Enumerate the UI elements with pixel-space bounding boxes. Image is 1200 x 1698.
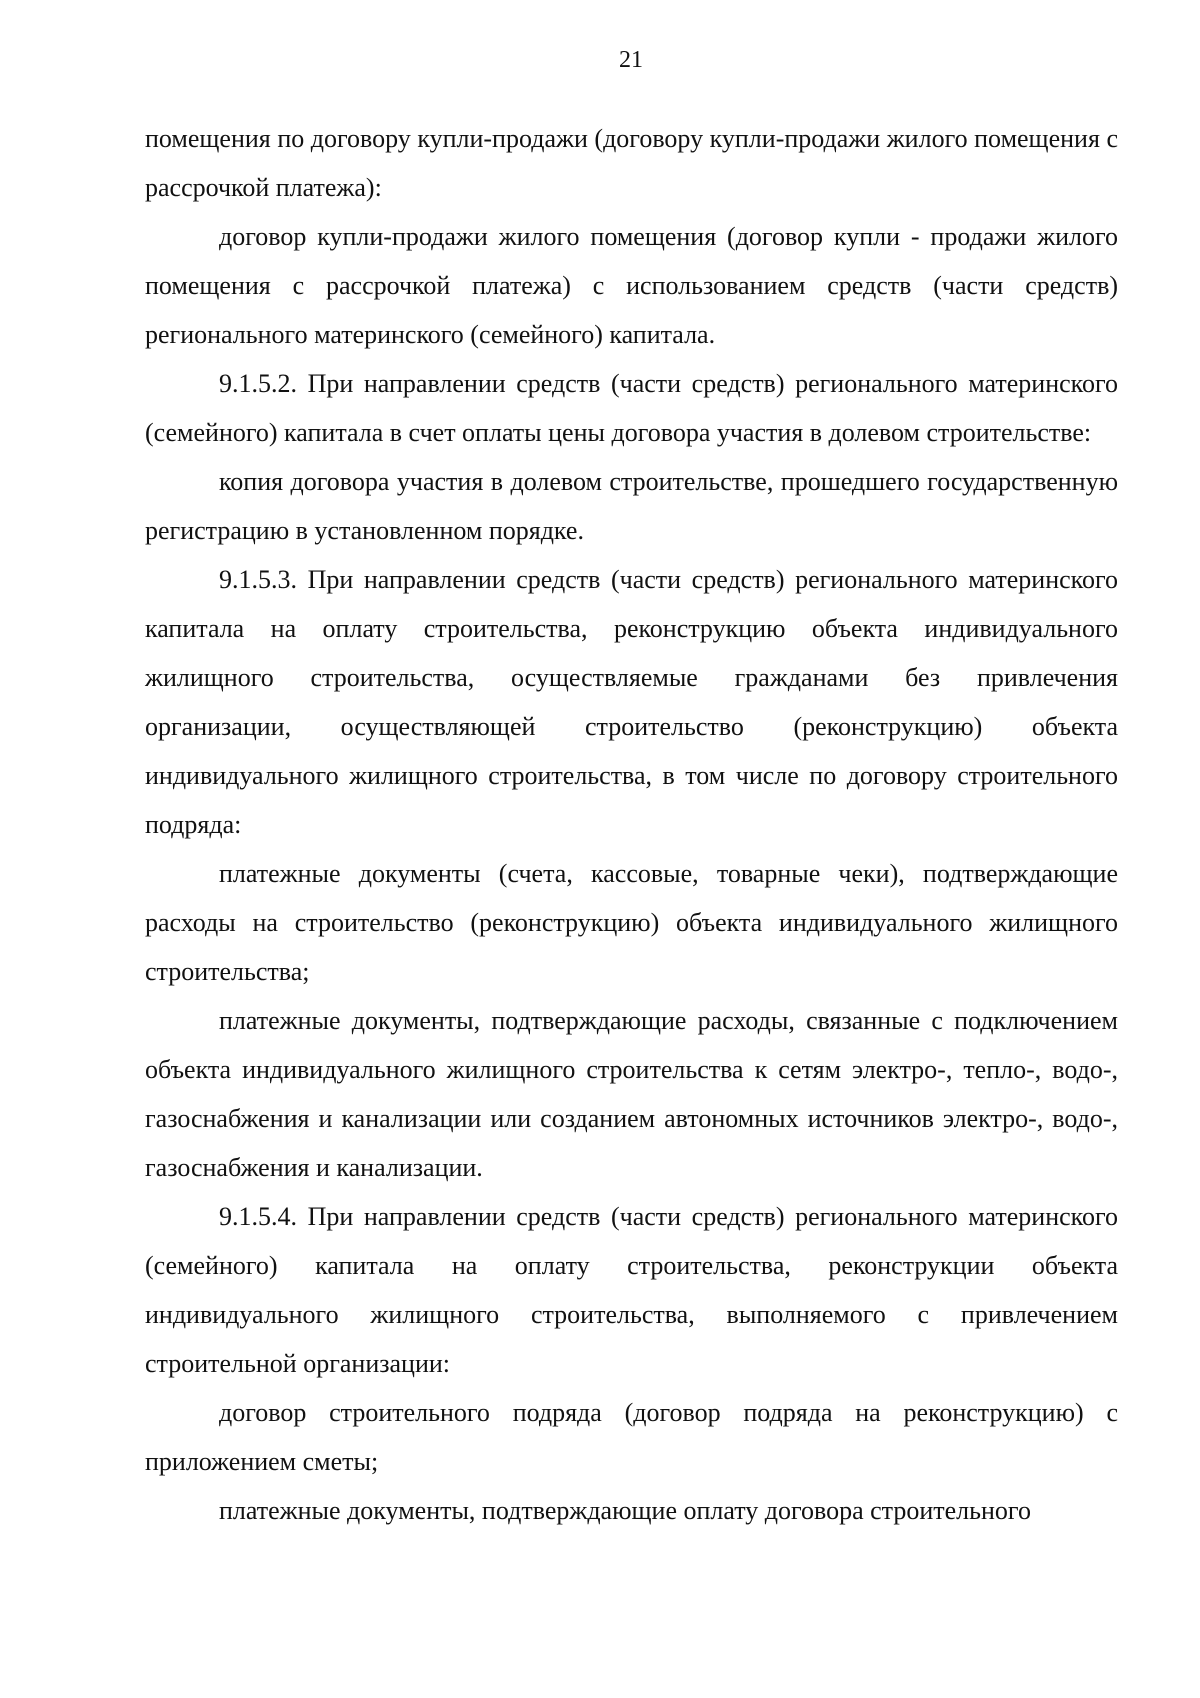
page-number: 21 [619, 47, 643, 73]
paragraph-9-1-5-4: 9.1.5.4. При направлении средств (части средств) регионального материнского (семейного) капитала на оплату строительства, реконструкции объекта индивидуального жилищного строительства, выполняемого с привлечением строительной организации: [145, 1202, 1118, 1378]
paragraph-payment-documents-construction: платежные документы (счета, кассовые, товарные чеки), подтверждающие расходы на строительство (реконструкцию) объекта индивидуального жилищного строительства; [145, 859, 1118, 986]
paragraph-9-1-5-3: 9.1.5.3. При направлении средств (части средств) регионального материнского капитала на оплату строительства, реконструкцию объекта индивидуального жилищного строительства, осуществляемые гражданами без привлечения организации, осуществляющей строительство (реконструкцию) объекта индивидуального жилищного строительства, в том числе по договору строительного подряда: [145, 565, 1118, 839]
paragraph-construction-contract: договор строительного подряда (договор подряда на реконструкцию) с приложением сметы; [145, 1398, 1118, 1476]
paragraph-continuation: помещения по договору купли-продажи (договору купли-продажи жилого помещения с рассрочкой платежа): [145, 124, 1118, 202]
paragraph-contract-sale: договор купли-продажи жилого помещения (договор купли - продажи жилого помещения с рассрочкой платежа) с использованием средств (части средств) регионального материнского (семейного) капитала. [145, 222, 1118, 349]
paragraph-shared-construction-copy: копия договора участия в долевом строительстве, прошедшего государственную регистрацию в установленном порядке. [145, 467, 1118, 545]
paragraph-payment-documents-contract: платежные документы, подтверждающие оплату договора строительного [219, 1496, 1031, 1525]
document-body [145, 114, 1118, 1535]
paragraph-9-1-5-2: 9.1.5.2. При направлении средств (части средств) регионального материнского (семейного) капитала в счет оплаты цены договора участия в долевом строительстве: [145, 369, 1118, 447]
paragraph-payment-documents-utilities: платежные документы, подтверждающие расходы, связанные с подключением объекта индивидуального жилищного строительства к сетям электро-, тепло-, водо-, газоснабжения и канализации или созданием автономных источников электро-, водо-, газоснабжения и канализации. [145, 1006, 1118, 1182]
